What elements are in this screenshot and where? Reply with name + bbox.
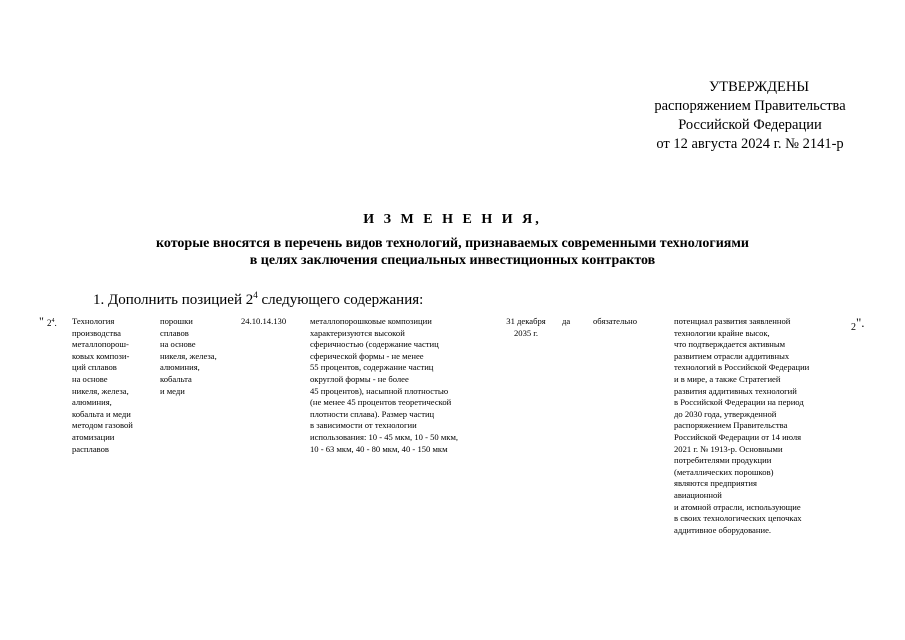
approval-line-3: Российской Федерации xyxy=(678,117,822,133)
subtitle-line-1: которые вносятся в перечень видов технологий, признаваемых современными технологиями xyxy=(156,236,749,251)
okpd-code-cell: 24.10.14.130 xyxy=(241,316,287,326)
instruction-paragraph xyxy=(93,290,423,309)
instruction-prefix: 1. Дополнить позицией 2 xyxy=(93,292,254,308)
closing-number: 2 xyxy=(851,322,856,333)
table-row xyxy=(0,316,905,616)
potential-cell: потенциал развития заявленной технологии крайне высок, что подтверждается активным развитием отрасли аддитивных технологий в Российской Федерации и в мире, а также Стратегией развития аддитивных технологий в Российской Федерации на период до 2030 года, утвержденной распоряжением Правительства Российской Федерации от 14 июля 2021 г. № 1913-р. Основными потребителями продукции (металлических порошков) являются предприятия авиационной и атомной отрасли, использующие в своих технологических цепочках аддитивное оборудование. xyxy=(674,316,810,535)
approval-block xyxy=(600,78,900,154)
opening-quote: " xyxy=(39,314,44,328)
subtitle-line-2: в целях заключения специальных инвестиционных контрактов xyxy=(249,253,656,268)
closing-mark xyxy=(851,315,865,334)
position-number xyxy=(47,318,57,328)
instruction-suffix: следующего содержания: xyxy=(257,292,424,308)
deadline-cell: 31 декабря 2035 г. xyxy=(506,316,546,338)
position-number-dot: . xyxy=(54,318,57,328)
approval-line-2: распоряжением Правительства xyxy=(654,98,846,114)
document-title: И З М Е Н Е Н И Я, xyxy=(363,212,542,227)
product-cell: порошки сплавов на основе никеля, железа, алюминия, кобальта и меди xyxy=(160,316,217,396)
approval-heading: УТВЕРЖДЕНЫ xyxy=(708,79,810,95)
obligatory-cell: обязательно xyxy=(593,316,638,326)
document-subtitle xyxy=(0,235,905,269)
approval-date: от 12 августа 2024 г. № 2141-р xyxy=(656,136,844,152)
technology-cell: Технология производства металлопорош- ковых компози- ций сплавов на основе никеля, железа, алюминия, кобальта и меди методом газовой атомизации расплавов xyxy=(72,316,133,454)
instruction-superscript: 4 xyxy=(253,290,258,300)
closing-quote: ". xyxy=(856,315,865,330)
characteristics-cell: металлопорошковые композиции характеризуются высокой сферичностью (содержание частиц сферической формы - не менее 55 процентов, содержание частиц округлой формы - не более 45 процентов), насыпной плотностью (не менее 45 процентов теоретической плотности сплава). Размер частиц в зависимости от технологии использования: 10 - 45 мкм, 10 - 50 мкм, 10 - 63 мкм, 40 - 80 мкм, 40 - 150 мкм xyxy=(310,316,459,454)
position-number-base: 2 xyxy=(47,318,52,328)
position-number-sup: 4 xyxy=(51,318,55,324)
yes-cell: да xyxy=(562,316,571,326)
